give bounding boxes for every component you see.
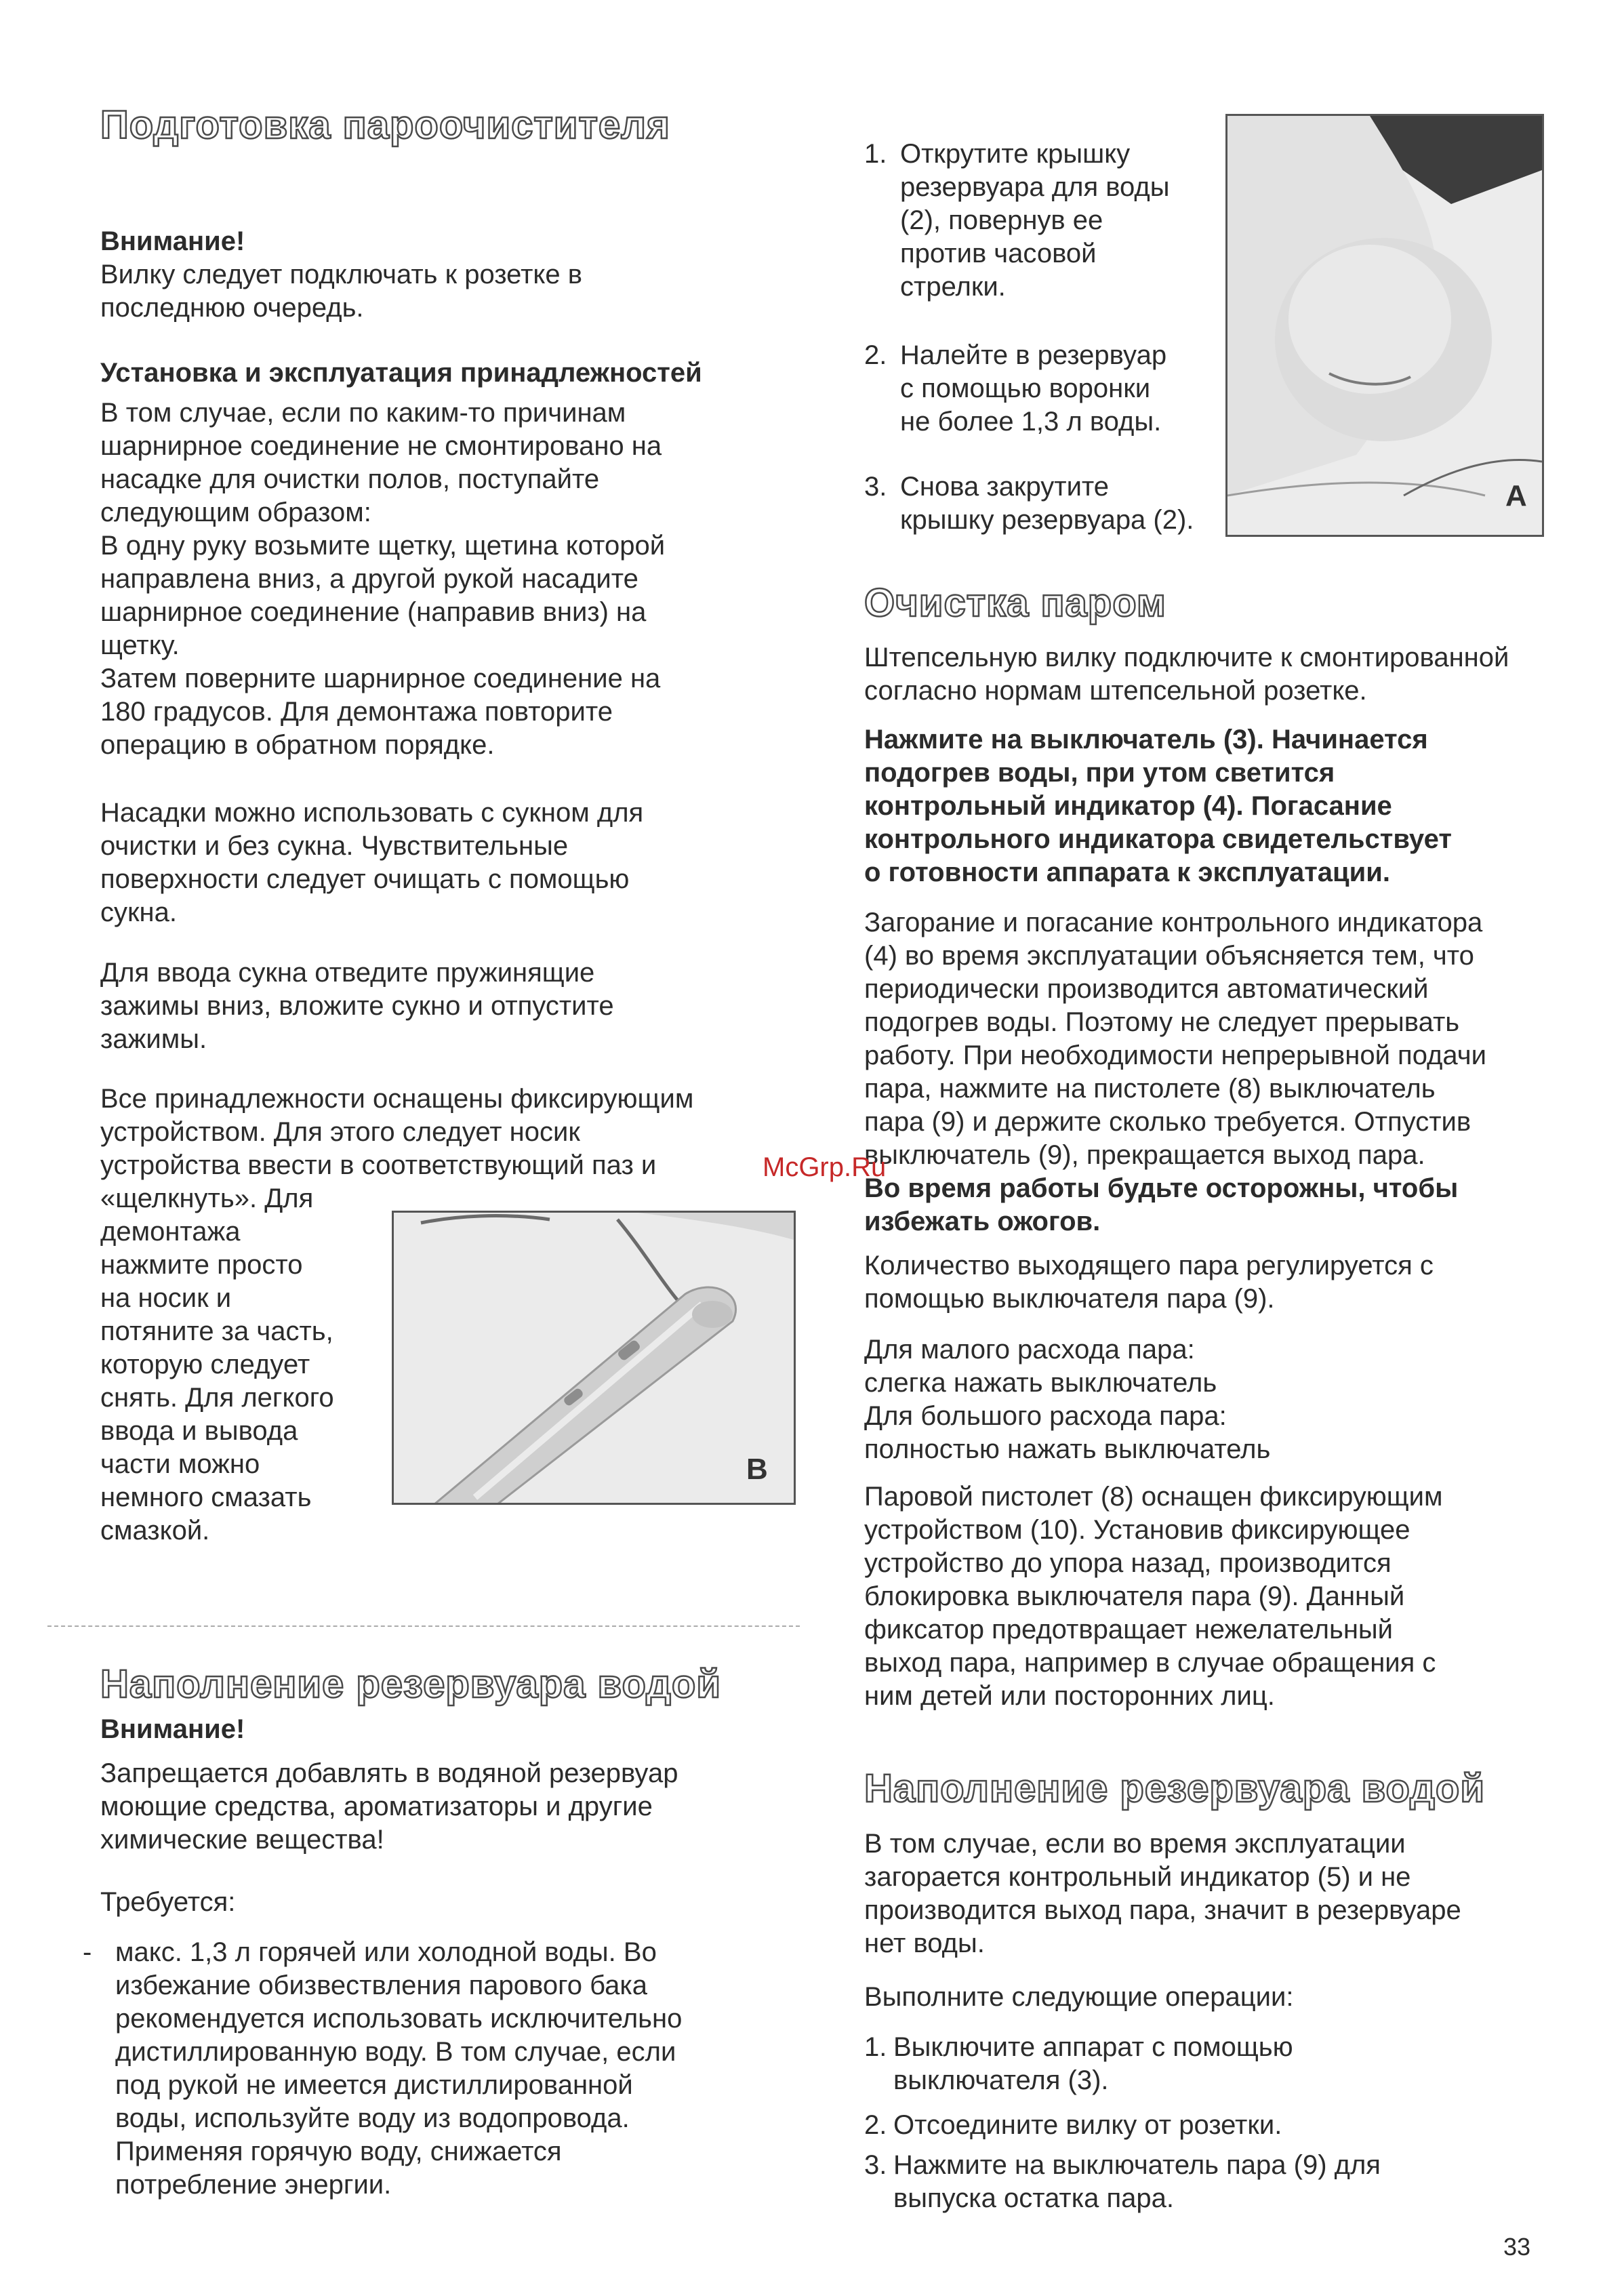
fill-attention-text: Запрещается добавлять в водяной резервуар моющие средства, ароматизаторы и другие химические вещества! [100, 1758, 678, 1855]
prep-attention-text: Вилку следует подключать к розетке в последнюю очередь. [100, 260, 582, 323]
fix-text: Все принадлежности оснащены фиксирующим устройством. Для этого следует носик устройства ввести в соответствующий паз и [100, 1084, 694, 1180]
photo-a [1225, 114, 1544, 537]
tank-cap-image [1227, 116, 1542, 535]
refill-do-text: Выполните следующие операции: [864, 1982, 1294, 2012]
column-divider-line [47, 1625, 800, 1627]
fix-text-narrow: «щелкнуть». Для демонтажа нажмите просто на носик и потяните за часть, которую следует снять. Для легкого ввода и вывода части можно немного смазать смазкой. [100, 1184, 334, 1545]
steam-switch-text: Нажмите на выключатель (3). Начинается подогрев воды, при утом светится контрольный индикатор (4). Погасание контрольного индикатора свидетельствует о готовности аппарата к эксплуатации. [864, 725, 1452, 887]
required-text: макс. 1,3 л горячей или холодной воды. Во избежание обизвествления парового бака рекомендуется использовать исключительно дистиллированную воду. В том случае, если под рукой не имеется дистиллированной воды, используйте воду из водопровода. Применяя горячую воду, снижается потребление энергии. [115, 1937, 683, 2200]
refill-step-2-text: Отсоедините вилку от розетки. [893, 2110, 1282, 2140]
steam-title: Очистка паром [864, 581, 1166, 625]
steam-plug-text: Штепсельную вилку подключите к смонтированной согласно нормам штепсельной розетке. [864, 643, 1509, 706]
tank-step-2-num: 2. [864, 340, 887, 370]
watermark: McGrp.Ru [763, 1152, 887, 1182]
required-dash: - [83, 1937, 92, 1967]
page-number: 33 [1503, 2233, 1531, 2261]
tank-step-1-num: 1. [864, 139, 887, 169]
tank-step-3-text: Снова закрутите крышку резервуара (2). [900, 472, 1194, 535]
refill-step-3-text: Нажмите на выключатель пара (9) для выпуска остатка пара. [893, 2150, 1381, 2213]
refill-step-1-text: Выключите аппарат с помощью выключателя (3). [893, 2032, 1293, 2095]
accessories-title: Установка и эксплуатация принадлежностей [100, 358, 702, 388]
accessories-text: В том случае, если по каким-то причинам шарнирное соединение не смонтировано на насадке для очистки полов, поступайте следующим образом: В одну руку возьмите щетку, щетина которой направлена вниз, а другой рукой насадите шарнирное соединение (направив вниз) на щетку. Затем поверните шарнирное соединение на 180 градусов. Для демонтажа повторите операцию в обратном порядке. [100, 398, 666, 760]
cloth-insert-text: Для ввода сукна отведите пружинящие зажимы вниз, вложите сукно и отпустите зажимы. [100, 958, 614, 1054]
photo-a-label: A [1505, 479, 1527, 512]
cloth-text: Насадки можно использовать с сукном для очистки и без сукна. Чувствительные поверхности следует очищать с помощью сукна. [100, 798, 644, 927]
refill-step-1-num: 1. [864, 2032, 887, 2062]
tank-step-1-text: Открутите крышку резервуара для воды (2), повернув ее против часовой стрелки. [900, 139, 1170, 302]
refill-step-2-num: 2. [864, 2110, 887, 2140]
fill-title: Наполнение резервуара водой [100, 1662, 722, 1706]
fill-attention-label: Внимание! [100, 1714, 245, 1744]
photo-b-label: B [746, 1453, 768, 1486]
tank-step-2-text: Налейте в резервуар с помощью воронки не более 1,3 л воды. [900, 340, 1167, 437]
refill-intro-text: В том случае, если во время эксплуатации загорается контрольный индикатор (5) и не производится выход пара, значит в резервуаре нет воды. [864, 1829, 1461, 1958]
required-label: Требуется: [100, 1887, 236, 1917]
steam-warning-text: Во время работы будьте осторожны, чтобы избежать ожогов. [864, 1173, 1459, 1236]
steam-nozzle-image [394, 1213, 794, 1503]
steam-amount-text: Количество выходящего пара регулируется с помощью выключателя пара (9). [864, 1251, 1434, 1314]
refill-step-3-num: 3. [864, 2150, 887, 2180]
prep-title: Подготовка пароочистителя [100, 103, 670, 147]
prep-attention-label: Внимание! [100, 226, 245, 256]
steam-indicator-text: Загорание и погасание контрольного индикатора (4) во время эксплуатации объясняется тем, что периодически производится автоматический подогрев воды. Поэтому не следует прерывать работу. При необходимости непрерывной подачи пара, нажмите на пистолете (8) выключатель пара (9) и держите сколько требуется. Отпустив выключатель (9), прекращается выход пара. [864, 908, 1486, 1170]
tank-step-3-num: 3. [864, 472, 887, 502]
steam-gun-text: Паровой пистолет (8) оснащен фиксирующим устройством (10). Установив фиксирующее устройство до упора назад, производится блокировка выключателя пара (9). Данный фиксатор предотвращает нежелательный выход пара, например в случае обращения с ним детей или посторонних лиц. [864, 1482, 1443, 1711]
photo-b [392, 1211, 796, 1505]
refill-title: Наполнение резервуара водой [864, 1766, 1486, 1811]
steam-modes-text: Для малого расхода пара: слегка нажать выключатель Для большого расхода пара: полностью нажать выключатель [864, 1335, 1271, 1464]
